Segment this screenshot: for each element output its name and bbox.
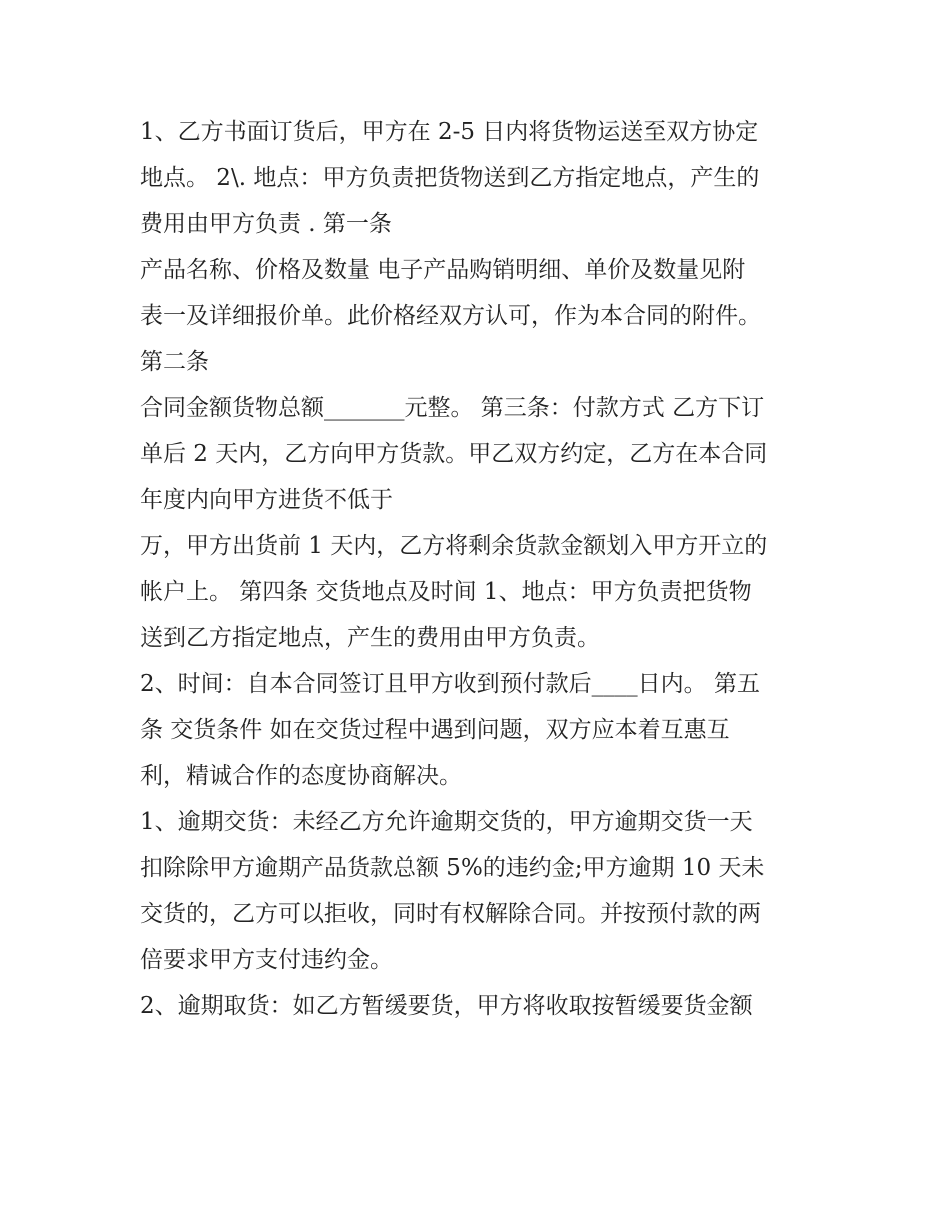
text-line-10: 万，甲方出货前 1 天内，乙方将剩余货款金额划入甲方开立的 bbox=[140, 533, 768, 559]
text-line-6: 第二条 bbox=[140, 349, 209, 375]
text-line-2: 地点。 2\. 地点：甲方负责把货物送到乙方指定地点，产生的 bbox=[140, 165, 760, 191]
text-line-4: 产品名称、价格及数量 电子产品购销明细、单价及数量见附 bbox=[140, 257, 746, 283]
text-line-18: 交货的，乙方可以拒收，同时有权解除合同。并按预付款的两 bbox=[140, 901, 761, 927]
text-line-1: 1、乙方书面订货后，甲方在 2-5 日内将货物运送至双方协定 bbox=[140, 119, 759, 145]
text-line-8: 单后 2 天内，乙方向甲方货款。甲乙双方约定，乙方在本合同 bbox=[140, 441, 768, 467]
text-line-14: 条 交货条件 如在交货过程中遇到问题，双方应本着互惠互 bbox=[140, 717, 730, 743]
text-line-13: 2、时间：自本合同签订且甲方收到预付款后____日内。 第五 bbox=[140, 671, 760, 697]
text-line-12: 送到乙方指定地点，产生的费用由甲方负责。 bbox=[140, 625, 600, 651]
contract-text bbox=[140, 109, 830, 1029]
text-line-20: 2、逾期取货：如乙方暂缓要货，甲方将收取按暂缓要货金额 bbox=[140, 993, 753, 1019]
text-line-19: 倍要求甲方支付违约金。 bbox=[140, 947, 393, 973]
text-line-11: 帐户上。 第四条 交货地点及时间 1、地点：甲方负责把货物 bbox=[140, 579, 752, 605]
text-line-9: 年度内向甲方进货不低于 bbox=[140, 487, 393, 513]
text-line-16: 1、逾期交货：未经乙方允许逾期交货的，甲方逾期交货一天 bbox=[140, 809, 753, 835]
text-line-3: 费用由甲方负责 . 第一条 bbox=[140, 211, 392, 237]
text-line-15: 利，精诚合作的态度协商解决。 bbox=[140, 763, 462, 789]
text-line-7: 合同金额货物总额_______元整。 第三条：付款方式 乙方下订 bbox=[140, 395, 765, 421]
text-line-5: 表一及详细报价单。此价格经双方认可，作为本合同的附件。 bbox=[140, 303, 761, 329]
text-line-17: 扣除除甲方逾期产品货款总额 5%的违约金;甲方逾期 10 天未 bbox=[140, 855, 765, 881]
